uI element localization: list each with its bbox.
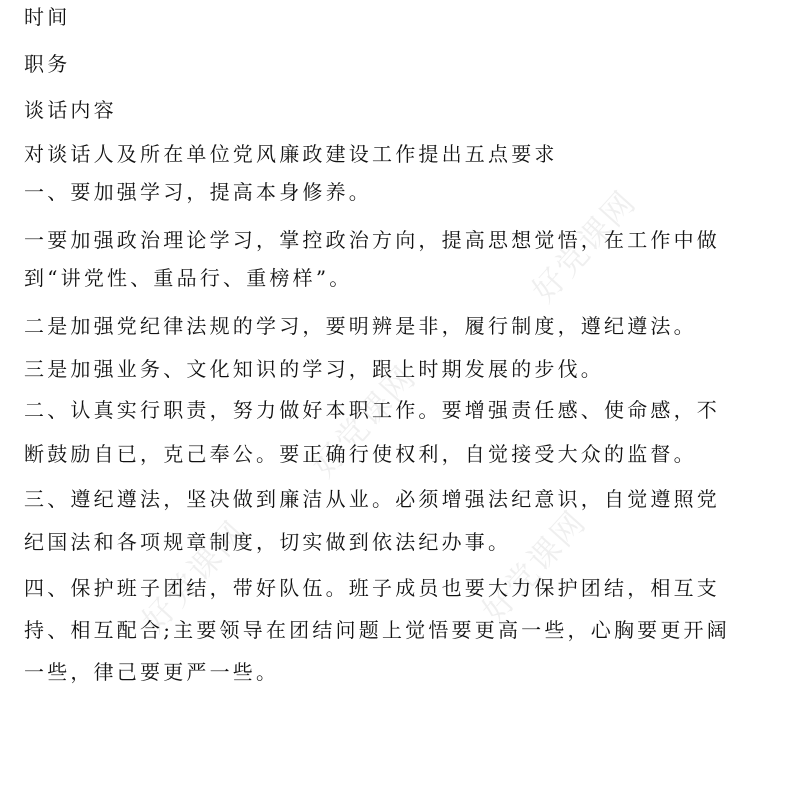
section-heading-4: 四、保护班子团结，带好队伍。班子成员也要大力保护团结，相互支: [24, 576, 720, 600]
paragraph-line: 纪国法和各项规章制度，切实做到依法纪办事。: [24, 530, 512, 554]
paragraph-line: 一些，律己要更严一些。: [24, 660, 280, 684]
watermark-3: 好党课网: [134, 512, 254, 640]
paragraph-line: 断鼓励自已，克己奉公。要正确行使权利，自觉接受大众的监督。: [24, 442, 697, 466]
field-label-position: 职务: [24, 52, 71, 76]
field-label-time: 时间: [24, 5, 71, 29]
paragraph-line: 持、相互配合;主要领导在团结问题上觉悟要更高一些，心胸要更开阔: [24, 618, 730, 642]
paragraph-line: 到“讲党性、重品行、重榜样”。: [24, 266, 353, 290]
paragraph-line: 一要加强政治理论学习，掌控政治方向，提高思想觉悟，在工作中做: [24, 228, 720, 252]
section-heading-1: 一、要加强学习，提高本身修养。: [24, 180, 372, 204]
paragraph-line: 三是加强业务、文化知识的学习，跟上时期发展的步伐。: [24, 357, 604, 381]
section-heading-3: 三、遵纪遵法，坚决做到廉洁从业。必须增强法纪意识，自觉遵照党: [24, 487, 720, 511]
intro-line: 对谈话人及所在单位党风廉政建设工作提出五点要求: [24, 142, 558, 166]
watermark-1: 好党课网: [524, 182, 644, 310]
watermark-2: 好党课网: [304, 357, 424, 485]
watermark-4: 好党课网: [474, 502, 594, 630]
field-label-content: 谈话内容: [24, 98, 117, 122]
paragraph-line: 二是加强党纪律法规的学习，要明辨是非，履行制度，遵纪遵法。: [24, 314, 697, 338]
section-heading-2: 二、认真实行职责，努力做好本职工作。要增强责任感、使命感，不: [24, 398, 720, 422]
